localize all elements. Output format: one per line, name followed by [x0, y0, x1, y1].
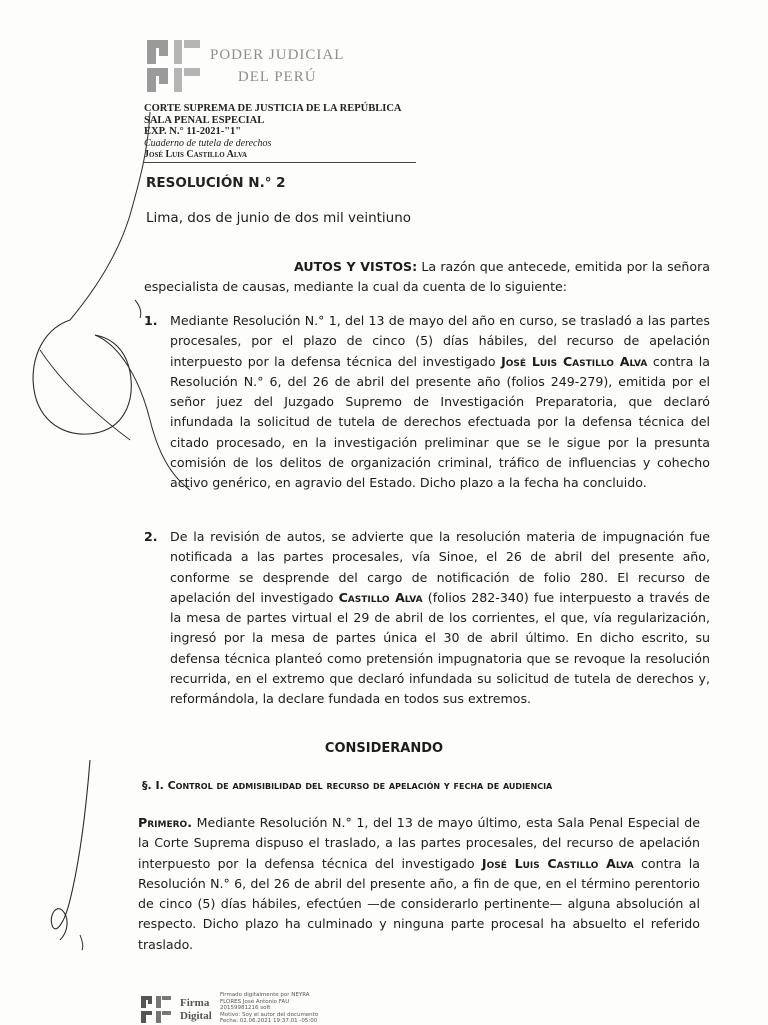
institution-name — [210, 44, 344, 88]
signature-details — [220, 992, 340, 1025]
signer-ruc: 20159981216 soft — [220, 1005, 271, 1011]
intro-lead: AUTOS Y VISTOS: — [294, 259, 418, 274]
investigated-name: José Luis Castillo Alva — [481, 855, 634, 871]
list-item — [144, 527, 710, 710]
signed-by: Firmado digitalmente por NEYRA — [220, 992, 310, 998]
item-text-part: Mediante Resolución N.° 1, del 13 de mayo del año en curso, se trasladó a las partes procesales, por el plazo de cinco (5) días hábiles, del recurso de apelación interpuesto por la defensa técnica del investigado — [170, 313, 710, 369]
item-text-part: De la revisión de autos, se advierte que la resolución materia de impugnación fue notificada a las partes procesales, vía Sinoe, el 26 de abril del presente año, conforme se desprende del cargo de notificación de folio 280. El recurso de apelación del investigado — [170, 529, 710, 605]
signature-date: Fecha: 02.06.2021 19:37:01 -05:00 — [220, 1018, 318, 1024]
resolution-title: RESOLUCIÓN N.° 2 — [146, 175, 286, 191]
intro-text: La razón que antecede, emitida por la señora especialista de causas, mediante la cual da cuenta de lo siguiente: — [144, 259, 710, 294]
investigated-name: Castillo Alva — [338, 589, 423, 605]
institution-line-1: PODER JUDICIAL — [210, 47, 345, 63]
firma-line-2: Digital — [180, 1010, 212, 1022]
intro-paragraph — [144, 257, 710, 297]
institution-line-2: DEL PERÚ — [237, 69, 317, 85]
considerando-heading: CONSIDERANDO — [324, 741, 444, 756]
item-text — [170, 311, 710, 494]
primero-text: contra la Resolución N.° 6, del 26 de abril del presente año, a fin de que, en el término perentorio de cinco (5) días hábiles, efectúen —de considerarlo pertinente— alguna absolución al respecto. Dicho plazo ha culminado y ninguna parte procesal ha absuelto el referido traslado. — [138, 855, 700, 952]
court-name: CORTE SUPREMA DE JUSTICIA DE LA REPÚBLICA — [144, 103, 402, 114]
section-heading: §. I. Control de admisibilidad del recurso de apelación y fecha de audiencia — [142, 779, 553, 792]
item-text — [170, 527, 710, 710]
party-name: José Luis Castillo Alva — [144, 149, 248, 160]
footer-logo-icon — [141, 996, 175, 1024]
item-number: 2. — [144, 529, 158, 544]
signature-reason: Motivo: Soy el autor del documento — [220, 1011, 319, 1018]
notebook-type: Cuaderno de tutela de derechos — [144, 137, 272, 149]
digital-signature-label — [180, 997, 212, 1023]
item-text-part: (folios 282-340) fue interpuesto a través de la mesa de partes virtual el 29 de abril de los corrientes, el que, vía regularización, ingresó por la mesa de partes única el 30 de abril último. En dicho escrito, su defensa técnica planteó como pretensión impugnatoria que se revoque la resolución recurrida, en el extremo que declaró infundada su solicitud de tutela de derechos y, reformándola, la declare fundada en todos sus extremos. — [170, 589, 710, 707]
primero-text: Mediante Resolución N.° 1, del 13 de mayo último, esta Sala Penal Especial de la Corte Suprema dispuso el traslado, a las partes procesales, del recurso de apelación interpuesto por la defensa técnica del investigado — [138, 815, 700, 871]
item-number: 1. — [144, 313, 158, 328]
item-text-part: contra la Resolución N.° 6, del 26 de abril del presente año (folios 249-279), emitida por el señor juez del Juzgado Supremo de Investigación Preparatoria, que declaró infundada la solicitud de tutela de derechos efectuada por la defensa técnica del citado procesado, en la investigación preliminar que se le sigue por la presunta comisión de los delitos de organización criminal, tráfico de influencias y cohecho activo genérico, en agravio del Estado. Dicho plazo a la fecha ha concluido. — [170, 353, 711, 491]
signer-name: FLORES José Antonio FAU — [220, 998, 290, 1005]
primero-paragraph — [138, 813, 700, 955]
primero-lead: Primero. — [138, 815, 192, 830]
list-item — [144, 311, 710, 494]
firma-line-1: Firma — [180, 997, 210, 1009]
case-number: EXP. N.° 11-2021-"1" — [144, 126, 242, 137]
place-date: Lima, dos de junio de dos mil veintiuno — [146, 210, 412, 226]
investigated-name: José Luis Castillo Alva — [501, 353, 648, 369]
document-header — [144, 103, 416, 163]
chamber-name: SALA PENAL ESPECIAL — [144, 114, 265, 126]
judicial-logo-icon — [146, 38, 206, 94]
